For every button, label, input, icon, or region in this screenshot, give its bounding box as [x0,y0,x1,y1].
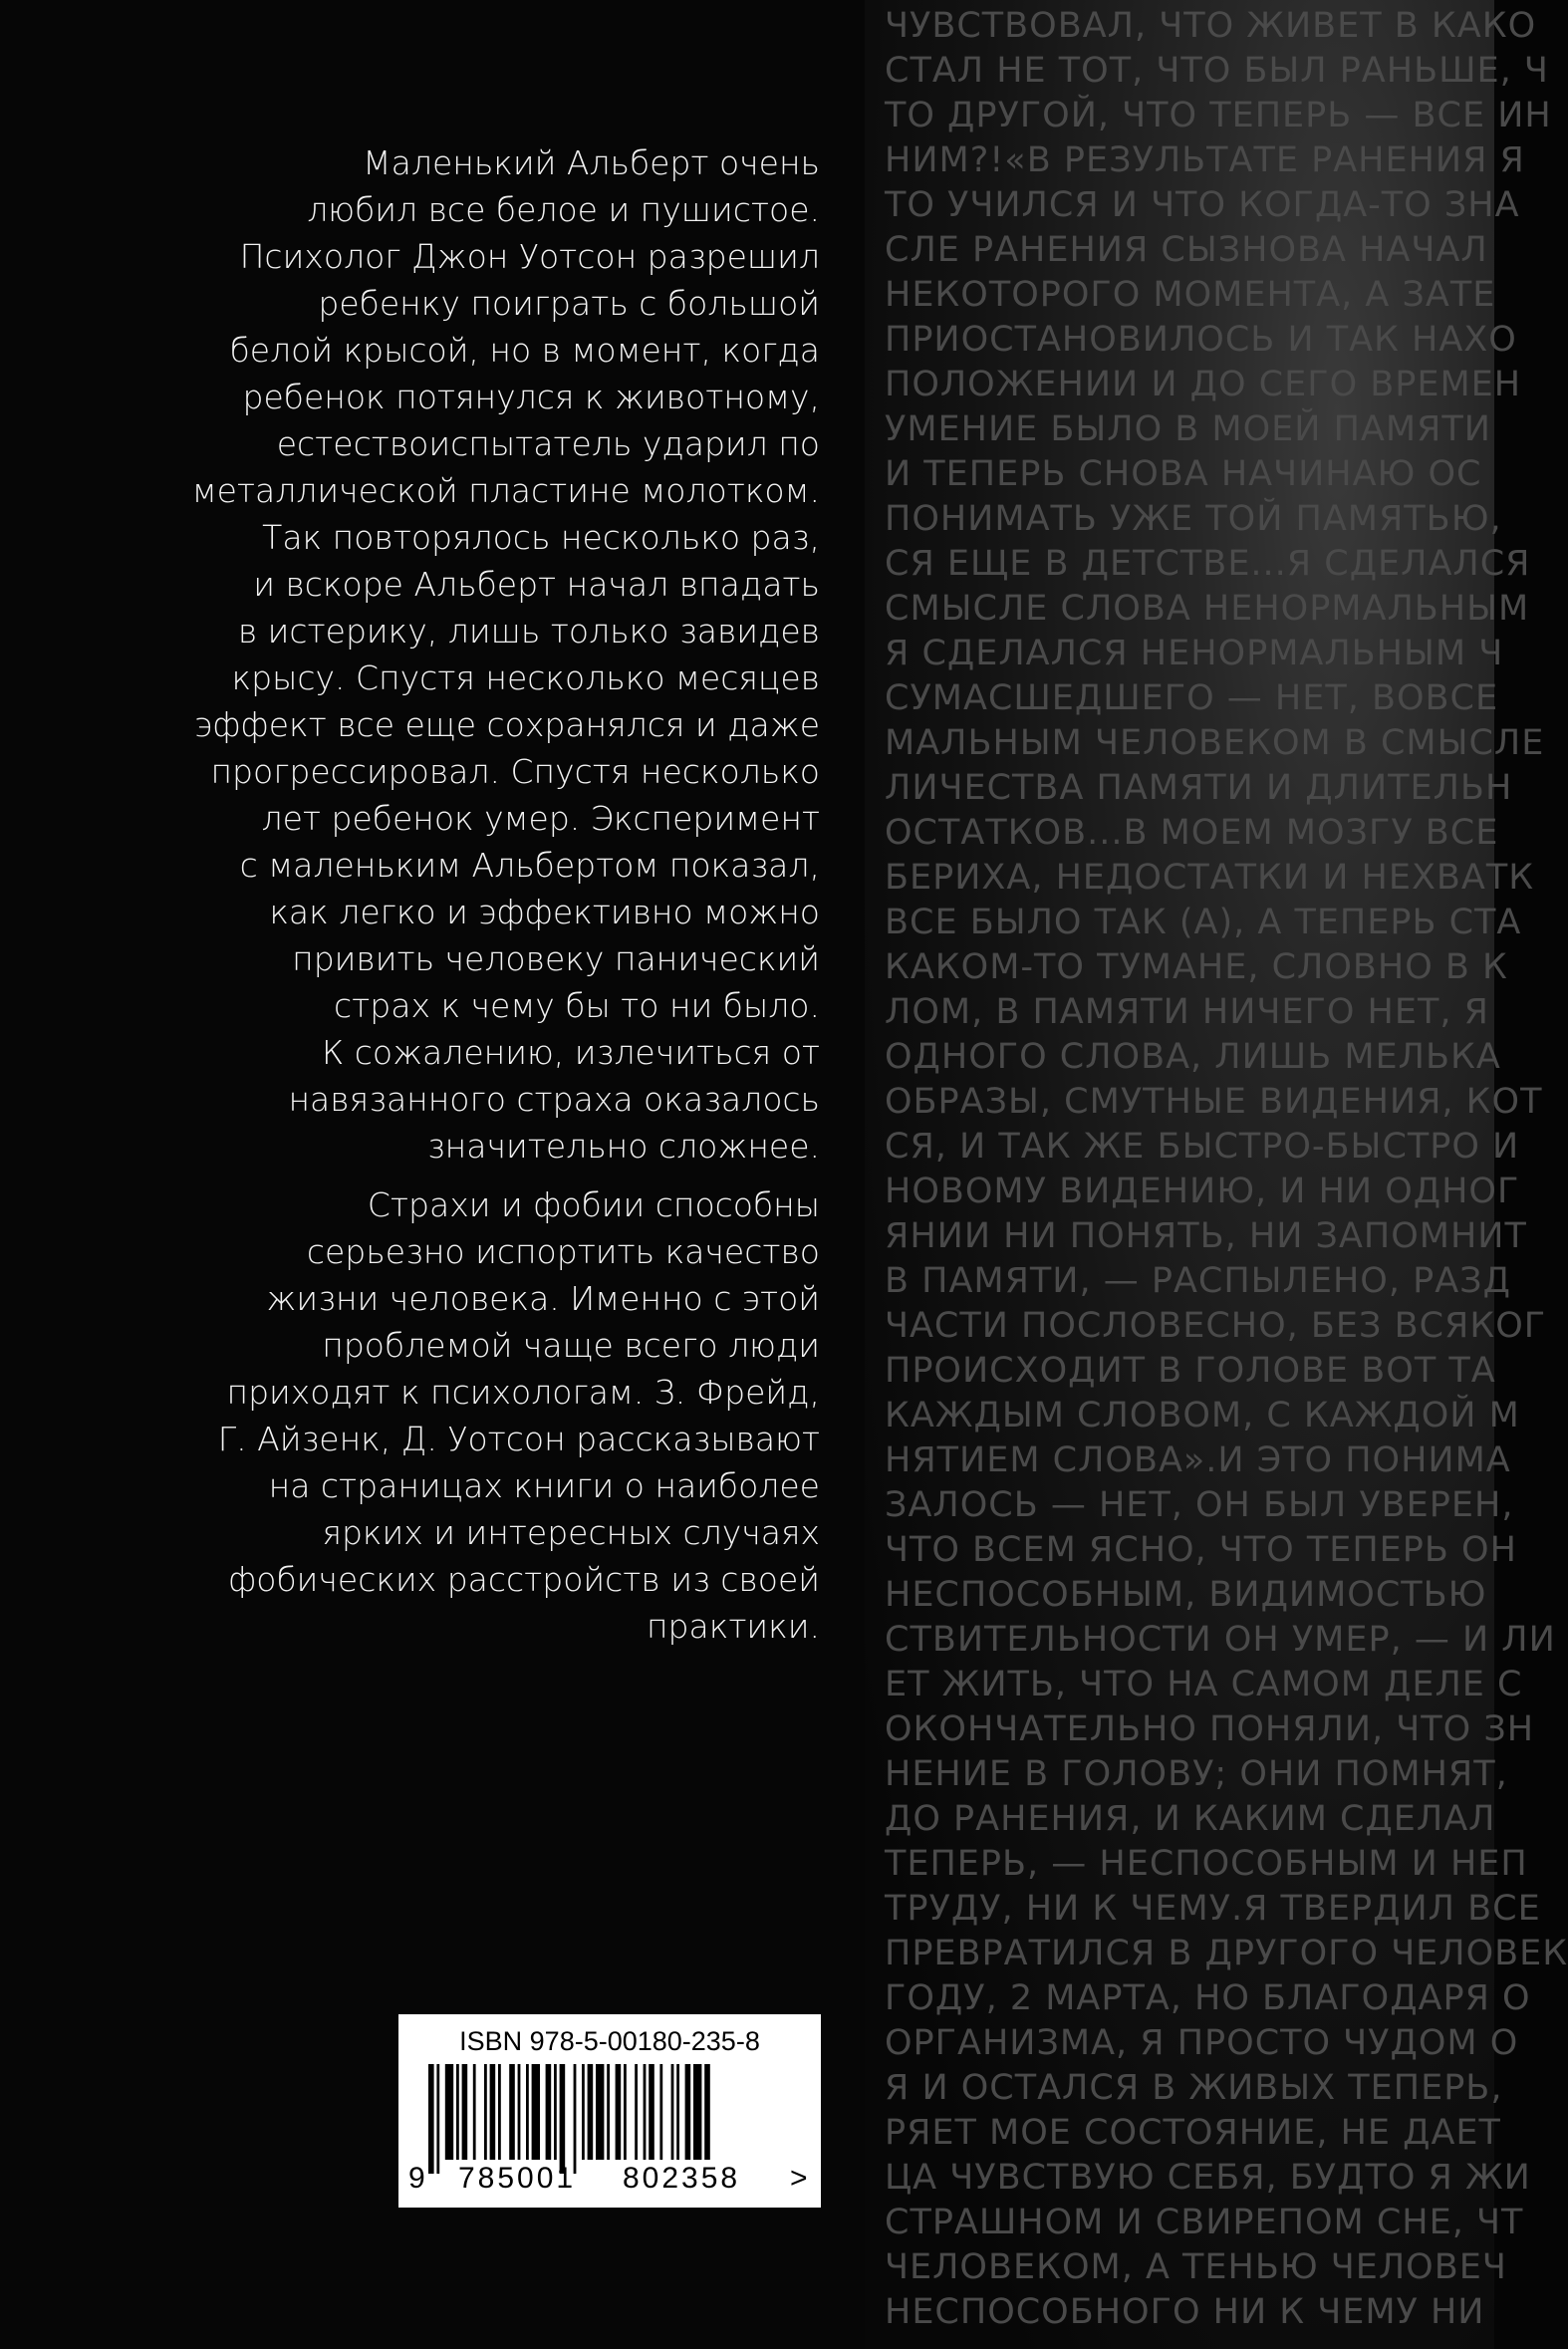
barcode-bar [574,2064,577,2174]
background-text-line: ЧЕЛОВЕКОМ, А ТЕНЬЮ ЧЕЛОВЕЧ [885,2247,1507,2287]
background-text-line: ПРИОСТАНОВИЛОСЬ И ТАК НАХО [885,320,1517,360]
background-text-line: СУМАСШЕДШЕГО — НЕТ, ВОВСЕ [885,678,1499,718]
background-text-line: ОРГАНИЗМА, Я ПРОСТО ЧУДОМ О [885,2023,1519,2063]
blurb-line: эффект все еще сохранялся и даже [194,705,820,744]
blurb-line: прогрессировал. Спустя несколько [210,752,820,791]
background-text-line: РЯЕТ МОЕ СОСТОЯНИЕ, НЕ ДАЕТ [885,2113,1501,2153]
blurb-line: как легко и эффективно можно [269,893,820,931]
barcode-bar [526,2064,529,2160]
background-text-line: КАЖДЫМ СЛОВОМ, С КАЖДОЙ М [885,1396,1520,1436]
barcode-digits-left: 785001 [458,2162,577,2195]
background-text-line: НЕКОТОРОГО МОМЕНТА, А ЗАТЕ [885,275,1496,315]
background-text-line: ПОЛОЖЕНИИ И ДО СЕГО ВРЕМЕН [885,365,1522,404]
background-text-line: ЧАСТИ ПОСЛОВЕСНО, БЕЗ ВСЯКОГ [885,1306,1547,1346]
background-text-line: ТО УЧИЛСЯ И ЧТО КОГДА-ТО ЗНА [885,185,1520,225]
barcode-bar [616,2064,622,2160]
blurb-line: ярких и интересных случаях [322,1513,820,1552]
blurb-line: ребенок потянулся к животному, [242,378,820,416]
background-text-line: ДО РАНЕНИЯ, И КАКИМ СДЕЛАЛ [885,1799,1496,1839]
blurb-line: Страхи и фобии способны [367,1185,820,1224]
blurb-line: Г. Айзенк, Д. Уотсон рассказывают [217,1420,820,1458]
barcode-bar [596,2064,604,2160]
barcode-bar [685,2064,691,2160]
barcode-bar [588,2064,594,2160]
background-text-line: НЯТИЕМ СЛОВА».И ЭТО ПОНИМА [885,1440,1511,1480]
barcode-bars [428,2064,791,2174]
barcode-bar [704,2064,710,2160]
barcode-bar [644,2064,647,2160]
background-text-line: Я И ОСТАЛСЯ В ЖИВЫХ ТЕПЕРЬ, [885,2068,1503,2108]
barcode-bar [671,2064,674,2160]
background-text-line: ТЕПЕРЬ, — НЕСПОСОБНЫМ И НЕП [885,1844,1528,1884]
background-text-line: ОДНОГО СЛОВА, ЛИШЬ МЕЛЬКА [885,1037,1501,1077]
blurb-line: и вскоре Альберт начал впадать [253,565,820,604]
blurb-paragraph-1 [103,139,820,1170]
barcode-bar [428,2064,434,2174]
blurb-line: лет ребенок умер. Эксперимент [261,799,820,838]
blurb-line: практики. [646,1607,820,1646]
background-text-line: НОВОМУ ВИДЕНИЮ, И НИ ОДНОГ [885,1172,1520,1211]
blurb-line: с маленьким Альбертом показал, [239,846,820,885]
background-text-line: ЦА ЧУВСТВУЮ СЕБЯ, БУДТО Я ЖИ [885,2158,1531,2198]
background-text-line: СТАЛ НЕ ТОТ, ЧТО БЫЛ РАНЬШЕ, Ч [885,51,1549,91]
barcode-bar [676,2064,679,2160]
background-text-line: ОСТАТКОВ...В МОЕМ МОЗГУ ВСЕ [885,813,1499,853]
blurb-line: навязанного страха оказалось [288,1080,820,1119]
background-text-line: СЯ, И ТАК ЖЕ БЫСТРО-БЫСТРО И [885,1127,1520,1167]
background-text-line: И ТЕПЕРЬ СНОВА НАЧИНАЮ ОС [885,454,1482,494]
blurb-line: металлической пластине молотком. [191,471,820,510]
blurb-line: ребенку поиграть с большой [318,284,820,323]
blurb-line: проблемой чаще всего люди [322,1326,820,1365]
background-text-line: ГОДУ, 2 МАРТА, НО БЛАГОДАРЯ О [885,1978,1531,2018]
barcode-bar [560,2064,566,2174]
barcode-bar [554,2064,557,2160]
background-text-line: ПРЕВРАТИЛСЯ В ДРУГОГО ЧЕЛОВЕК [885,1934,1568,1973]
barcode-bar [693,2064,701,2160]
blurb-line: серьезно испортить качество [306,1232,820,1271]
blurb-line: Так повторялось несколько раз, [262,518,820,557]
background-text-line: СТВИТЕЛЬНОСТИ ОН УМЕР, — И ЛИ [885,1620,1556,1660]
background-text-line: УМЕНИЕ БЫЛО В МОЕЙ ПАМЯТИ [885,409,1491,449]
barcode-bar [582,2064,585,2160]
background-text-line: Я СДЕЛАЛСЯ НЕНОРМАЛЬНЫМ Ч [885,634,1504,673]
blurb-line: на страницах книги о наиболее [268,1466,820,1505]
background-text-line: СТРАШНОМ И СВИРЕПОМ СНЕ, ЧТ [885,2203,1524,2242]
barcode-digit-first: 9 [408,2162,425,2195]
barcode-bar [659,2064,662,2160]
barcode-quiet-zone-mark: > [790,2162,808,2195]
background-text-line: ЛОМ, В ПАМЯТИ НИЧЕГО НЕТ, Я [885,992,1489,1032]
background-text-line: КАКОМ-ТО ТУМАНЕ, СЛОВНО В К [885,947,1508,987]
barcode-bar [490,2064,496,2160]
background-text-line: ПОНИМАТЬ УЖЕ ТОЙ ПАМЯТЬЮ, [885,499,1502,539]
background-text-line: НИМ?!«В РЕЗУЛЬТАТЕ РАНЕНИЯ Я [885,140,1525,180]
isbn-label: ISBN 978-5-00180-235-8 [459,2026,760,2056]
background-text-line: ТРУДУ, НИ К ЧЕМУ.Я ТВЕРДИЛ ВСЕ [885,1889,1541,1929]
blurb-line: страх к чему бы то ни было. [334,986,820,1025]
background-text-line: ЛИЧЕСТВА ПАМЯТИ И ДЛИТЕЛЬН [885,768,1513,808]
blurb-line: любил все белое и пушистое. [307,190,820,229]
barcode-bar [445,2064,453,2160]
background-text-line: ОКОНЧАТЕЛЬНО ПОНЯЛИ, ЧТО ЗН [885,1709,1535,1749]
blurb-line: в истерику, лишь только завидев [237,612,820,651]
blurb-line: Психолог Джон Уотсон разрешил [239,237,820,276]
background-text-line: ЕТ ЖИТЬ, ЧТО НА САМОМ ДЕЛЕ С [885,1665,1523,1704]
barcode-bar [607,2064,610,2160]
background-text-line: ЧТО ВСЕМ ЯСНО, ЧТО ТЕПЕРЬ ОН [885,1530,1517,1570]
blurb-paragraph-2 [103,1181,820,1650]
background-text-line: СЯ ЕЩЕ В ДЕТСТВЕ...Я СДЕЛАЛСЯ [885,544,1531,584]
background-text-line: БЕРИХА, НЕДОСТАТКИ И НЕХВАТК [885,858,1535,898]
barcode-bar [456,2064,459,2160]
background-text-line: ЗАЛОСЬ — НЕТ, ОН БЫЛ УВЕРЕН, [885,1485,1514,1525]
background-text-line: СЛЕ РАНЕНИЯ СЫЗНОВА НАЧАЛ [885,230,1488,270]
background-text-panel [865,0,1568,2349]
background-text-line: В ПАМЯТИ, — РАСПЫЛЕНО, РАЗД [885,1261,1511,1301]
blurb-line: Маленький Альберт очень [363,143,820,182]
barcode-bar [462,2064,468,2160]
barcode-bar [546,2064,552,2160]
blurb-line: значительно сложнее. [426,1127,820,1166]
barcode-bar [518,2064,521,2160]
background-text-line: СМЫСЛЕ СЛОВА НЕНОРМАЛЬНЫМ [885,589,1530,629]
background-text-line: НЕНИЕ В ГОЛОВУ; ОНИ ПОМНЯТ, [885,1754,1508,1794]
blurb-line: крысу. Спустя несколько месяцев [231,658,820,697]
blurb-line: К сожалению, излечиться от [322,1033,820,1072]
barcode-bar [509,2064,515,2160]
background-text-line: НЕСПОСОБНОГО НИ К ЧЕМУ НИ [885,2292,1485,2332]
barcode-bar [649,2064,654,2160]
barcode-bar [436,2064,439,2174]
barcode-bar [635,2064,638,2160]
blurb-line: привить человеку панический [292,939,820,978]
barcode-bar [498,2064,501,2160]
background-text-line: НЕСПОСОБНЫМ, ВИДИМОСТЬЮ [885,1575,1487,1615]
barcode-bar [624,2064,627,2160]
barcode-bar [532,2064,540,2160]
barcode-bar [484,2064,487,2160]
background-text-line: ПРОИСХОДИТ В ГОЛОВЕ ВОТ ТА [885,1351,1496,1391]
barcode-digits-right: 802358 [623,2162,741,2195]
background-text-line: ТО ДРУГОЙ, ЧТО ТЕПЕРЬ — ВСЕ ИН [885,96,1552,135]
blurb-line: приходят к психологам. З. Фрейд, [226,1373,820,1412]
background-text-line: ВСЕ БЫЛО ТАК (А), А ТЕПЕРЬ СТА [885,903,1522,942]
blurb-line: естествоиспытатель ударил по [276,424,820,463]
isbn-barcode [398,2014,821,2208]
background-text-line: ЯНИИ НИ ПОНЯТЬ, НИ ЗАПОМНИТ [885,1216,1527,1256]
barcode-bar [473,2064,476,2160]
background-text-line: ОБРАЗЫ, СМУТНЫЕ ВИДЕНИЯ, КОТ [885,1082,1543,1122]
background-text-line: МАЛЬНЫМ ЧЕЛОВЕКОМ В СМЫСЛЕ [885,723,1545,763]
blurb-line: фобических расстройств из своей [228,1560,820,1599]
background-text-line: ЧУВСТВОВАЛ, ЧТО ЖИВЕТ В КАКО [885,6,1537,46]
blurb-line: белой крысой, но в момент, когда [229,331,820,370]
blurb-line: жизни человека. Именно с этой [266,1279,820,1318]
